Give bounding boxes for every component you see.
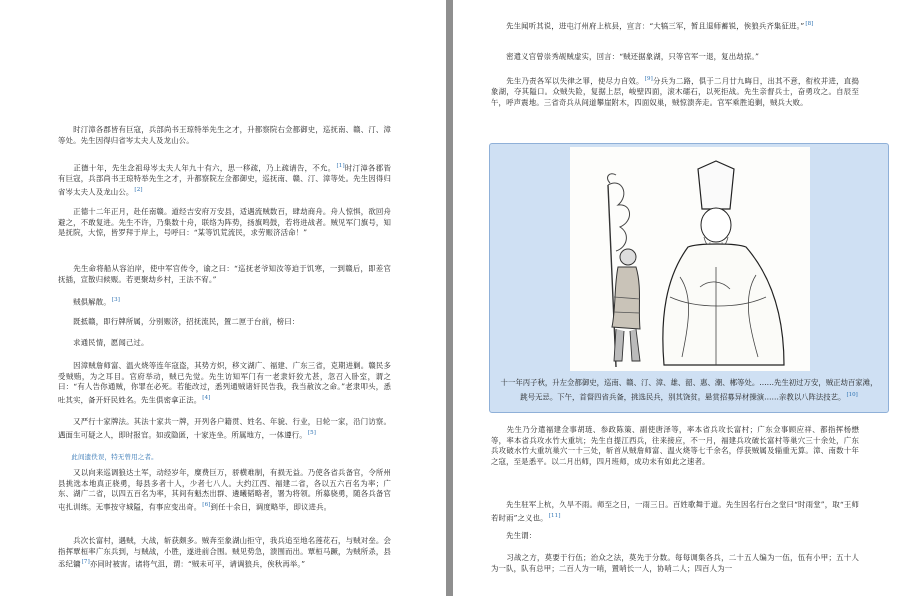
paragraph: 兵次长富村，遇贼，大战，斩获颇多。贼奔至象湖山拒守，我兵追至地名莲花石，与贼对垒。会指挥覃桓率广东兵到，与贼战，小胜，遂进前合围。贼见势急，溃围而出。覃桓马蹶，为贼所杀，县丞纪镛[7]亦同时被害。诸将气沮，谓：“贼未可平，请调狼兵，俟秋再举。” xyxy=(58,536,391,569)
footnote-ref[interactable]: [7] xyxy=(81,559,90,566)
footnote-ref[interactable]: [2] xyxy=(134,186,143,193)
paragraph: 先生谓： xyxy=(491,531,537,540)
footnote-ref[interactable]: [1] xyxy=(336,163,345,169)
paragraph: 密遣义官曾崇秀觇贼虚实，回言：“贼还据象湖，只等官军一退，复出劫掠。” xyxy=(491,52,760,61)
paragraph: 又严行十家牌法。其法十家共一牌，开列各户籍贯、姓名、年貌、行业，日轮一家，沿门访察。遇面生可疑之人，即时报官。如或隐匿，十家连坐。所属地方，一体遵行。[5] xyxy=(58,417,391,440)
paragraph: 求通民情，愿闻己过。 xyxy=(58,338,149,347)
paragraph: 正德十年，先生念祖母岑太夫人年九十有六，思一移疏，乃上疏请告，不允。[1]时汀漳各郡皆有巨寇，兵部尚书王琼特举先生之才，升都察院左佥都御史，巡抚南、赣、汀、漳等处。先生因得归省岑太夫人及龙山公。[2] xyxy=(58,163,391,197)
footnote-ref[interactable]: [11] xyxy=(548,512,561,519)
paragraph: 习战之方，莫要于行伍；治众之法，莫先于分数。每每调集各兵，二十五人编为一伍，伍有小甲；五十人为一队，队有总甲；二百人为一哨，置哨长一人，协哨二人；四百人为一 xyxy=(491,553,859,573)
paragraph: 既抵赣，即行牌所属，分别赈济，招抚流民，置二匣于台前，榜曰： xyxy=(58,317,300,326)
side-note: 此间遗佚误，特无曾用之者。 xyxy=(58,453,158,461)
figure-caption: 十一年丙子秋，升左佥都御史，巡南、赣、汀、漳、雄、韶、惠、潮、郴等处。……先生初过万安，贼正劫百家滩，跳号无忌。下午，首督四省兵备，挑选民兵，别其饶贫。悬赏招募异材操演……亲教以八阵法技艺。[10] xyxy=(500,378,878,402)
paragraph: 正德十二年正月，赴任南赣。道经吉安府万安县，适遇流贼数百，肆劫商舟。舟人惊惧，欲回舟避之，不敢复进。先生不许，乃集数十舟，联络为阵势，扬旗鸣鼓，若将进战者。贼见军门旗号，知是抚院，大惊，皆罗拜于岸上，号呼曰：“某等饥荒流民，求劳赈济活命！” xyxy=(58,207,391,238)
paragraph: 贼俱解散。[3] xyxy=(58,297,121,307)
footnote-ref[interactable]: [8] xyxy=(805,21,814,27)
footnote-ref[interactable]: [6] xyxy=(202,501,211,508)
paragraph: 因漳贼詹师富、温火烧等连年寇盗，其势方炽，移文湖广、福建、广东三省，克期进剿。赣民多受贼贿，为之耳目。官府举动，贼已先觉。先生访知军门有一老隶奸狡尤甚，忽召入卧室，谓之曰：“有人告你通贼，你罪在必死。若能改过，悉列通贼诸奸民告我，我当赦汝之命。”老隶叩头，悉吐其实，备开奸民姓名。先生俱密拿正法。[4] xyxy=(58,361,391,405)
paragraph: 先生闻听其说，进屯汀州府上杭县，宣言：“大犒三军，暂且退师蓄锐，俟狼兵齐集征进。”[8] xyxy=(491,21,814,31)
footnote-ref[interactable]: [9] xyxy=(644,76,653,82)
paragraph: 先生乃分遣福建佥事胡琏、参政陈策、副使唐泽等，率本省兵攻长富村；广东佥事顾应祥、都指挥杨懋等，率本省兵攻水竹大重坑；先生自提江西兵，往来接应，不一月，福建兵攻破长富村等巢穴三十余处，广东兵攻破水竹大重坑巢穴一十三处，斩首从贼詹师富、温火烧等七千余名，俘获贼属及辎重无算。漳、南数十年之寇，至是悉平。以二月出师，四月班师，成功未有如此之速者。 xyxy=(491,425,859,466)
ink-drawing-image xyxy=(570,147,810,371)
paragraph: 先生命将船从容泊岸，使中军官传令，谕之曰：“巡抚老爷知汝等迫于饥寒，一到赣后，即差官抚插，宣散归候赈。若更聚劫乡村，王法不宥。” xyxy=(58,264,391,284)
footnote-ref[interactable]: [3] xyxy=(111,297,121,303)
footnote-ref[interactable]: [4] xyxy=(202,394,211,401)
footnote-ref[interactable]: [10] xyxy=(846,392,858,398)
figure-illustration xyxy=(570,147,810,371)
paragraph: 先生乃责各军以失律之罪，使尽力自效。[9]分兵为二路，俱于二月廿九晦日，出其不意，衔枚并进，直捣象湖，夺其隘口。众贼失险，复据上层，峻壁四面，滚木礌石，以死拒战。先生亲督兵士，奋勇攻之。自辰至午，呼声震地。三省奇兵从间道攀崖附木，四面奴巢，贼惊溃奔走。官军乘胜追剿，贼兵大败。 xyxy=(491,76,859,107)
page-divider xyxy=(446,0,453,596)
paragraph: 时汀漳各郡皆有巨寇，兵部尚书王琼特举先生之才，升都察院右佥都御史，巡抚南、赣、汀、漳等处。先生因得归省岑太夫人及龙山公。 xyxy=(58,125,391,145)
paragraph: 又以向来巡调狼达土军，动经岁年，糜费巨万，骄横难制，有损无益。乃使各省兵备官，令所州县挑选本地真正骁勇，每县多者十人，少者七八人。大约江西、福建二省，各以五六百名为率；广东、湖广二省，以四五百名为率，其间有魁杰出群、遴曦韬略者，署为将领。所募骁勇，随各兵备官屯扎训练。无事按守城隘，有事应变出奇。[6]到任十余日，调度略毕，即议进兵。 xyxy=(58,468,391,512)
footnote-ref[interactable]: [5] xyxy=(307,429,317,436)
paragraph: 先生驻军上杭，久旱不雨。师至之日，一雨三日。百姓歌舞于道。先生因名行台之堂曰“时雨堂”，取“王师若时雨”之义也。[11] xyxy=(491,500,859,523)
